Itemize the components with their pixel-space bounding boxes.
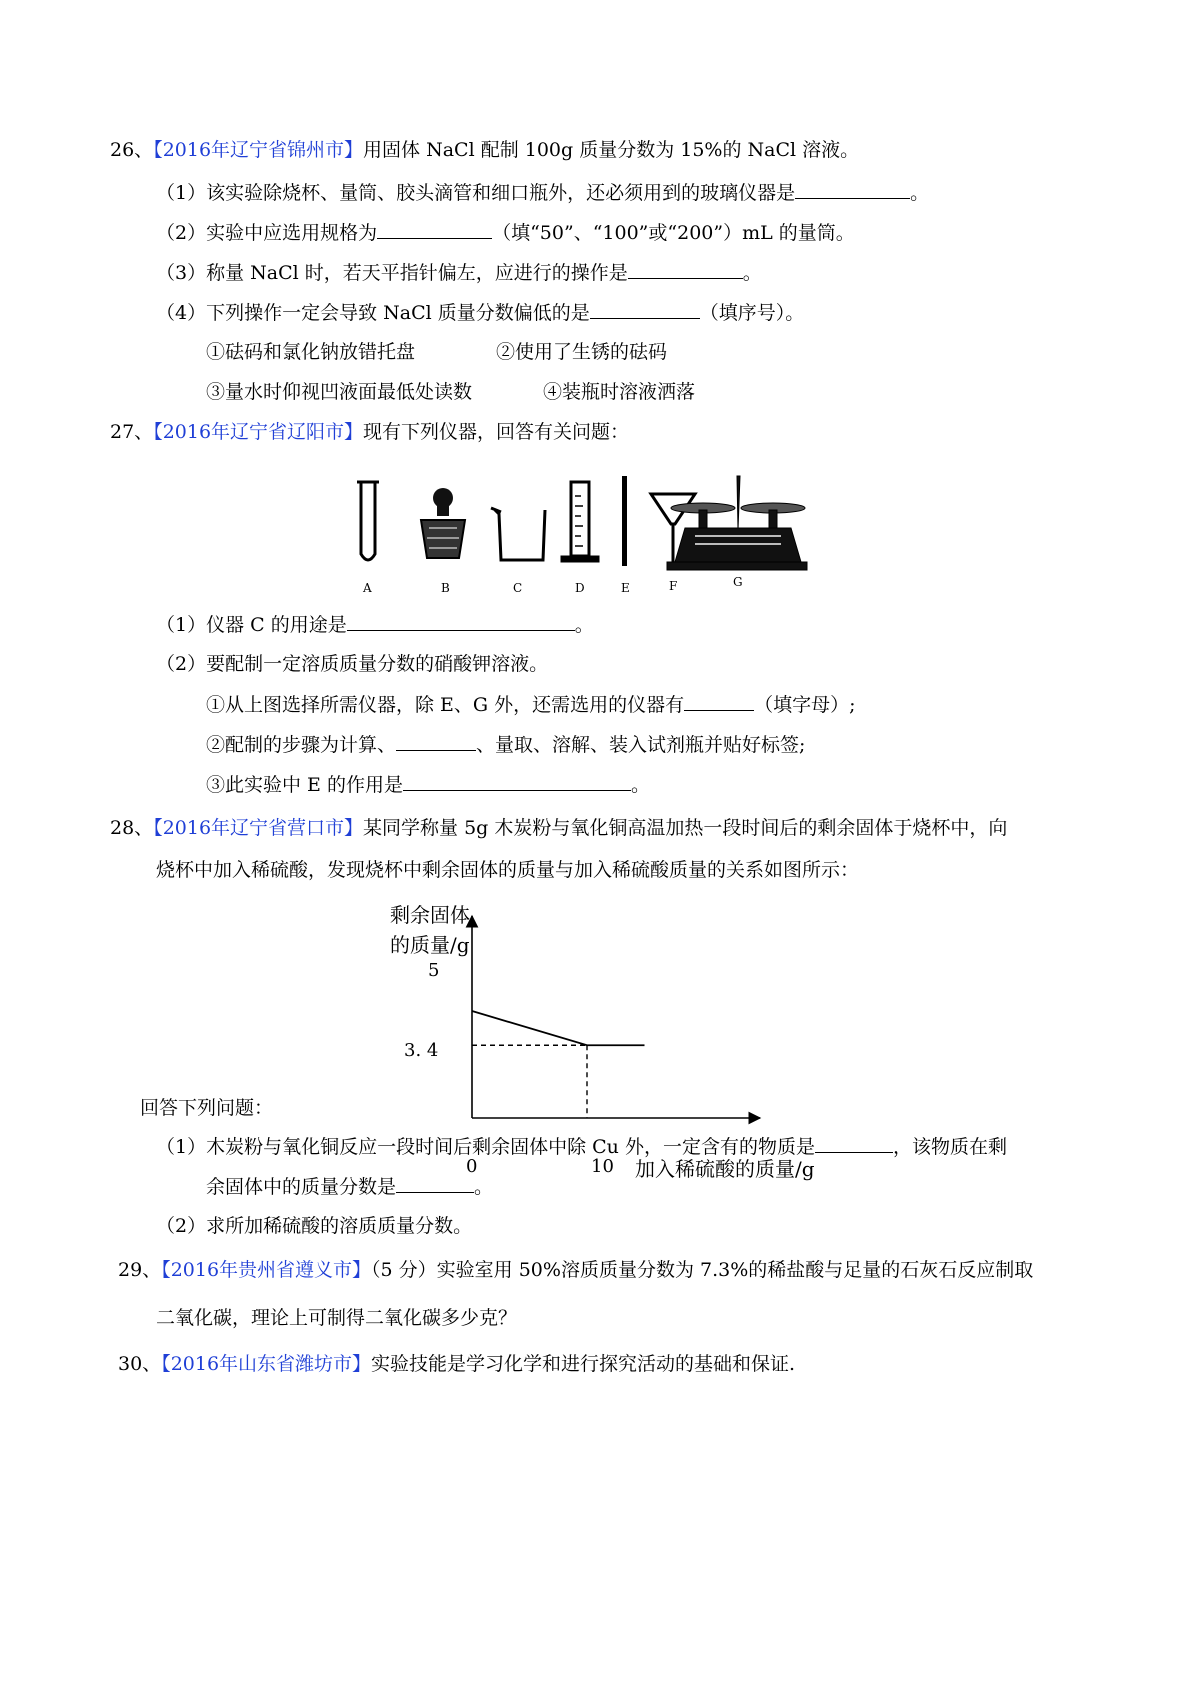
q27-part1-end: 。 — [574, 614, 594, 636]
q28-part1-blank-1[interactable] — [815, 1132, 893, 1153]
q26-part1 — [156, 178, 929, 207]
beaker-icon — [491, 508, 545, 560]
series-line — [472, 1011, 645, 1045]
label-a: A — [363, 581, 372, 595]
q28-part1-end: 。 — [474, 1176, 494, 1198]
q27-sub1-text: ①从上图选择所需仪器，除 E、G 外，还需选用的仪器有 — [206, 694, 685, 716]
q26-heading — [110, 136, 859, 164]
q27-heading — [110, 418, 629, 446]
q27-sub3-blank[interactable] — [403, 770, 631, 791]
q26-part3-text: （3）称量 NaCl 时，若天平指针偏左，应进行的操作是 — [156, 262, 628, 284]
q27-sub3-end: 。 — [630, 774, 650, 796]
q27-sub2 — [206, 730, 805, 759]
q30-number: 30、 — [118, 1353, 162, 1375]
q28-part2: （2）求所加稀硫酸的溶质质量分数。 — [156, 1215, 473, 1237]
q29-stem-2: 二氧化碳，理论上可制得二氧化碳多少克？ — [156, 1307, 518, 1329]
glass-rod-icon — [622, 476, 627, 566]
q26-part2-blank[interactable] — [377, 218, 492, 239]
q26-part1-text: （1）该实验除烧杯、量筒、胶头滴管和细口瓶外，还必须用到的玻璃仪器是 — [156, 182, 796, 204]
q26-part3 — [156, 258, 762, 287]
q28-part1-text: （1）木炭粉与氧化铜反应一段时间后剩余固体中除 Cu 外，一定含有的物质是 — [156, 1136, 815, 1158]
graduated-cylinder-icon — [561, 482, 599, 562]
q29-number: 29、 — [118, 1259, 162, 1281]
q30-stem: 实验技能是学习化学和进行探究活动的基础和保证. — [371, 1353, 796, 1375]
q28-part1 — [156, 1132, 1007, 1161]
q28-answer-intro: 回答下列问题： — [140, 1097, 274, 1119]
q30-heading — [118, 1350, 795, 1378]
q30-source: 【2016年山东省潍坊市】 — [161, 1353, 372, 1375]
q29-stem-1: （5 分）实验室用 50%溶质质量分数为 7.3%的稀盐酸与足量的石灰石反应制取 — [371, 1259, 1034, 1281]
q27-part1 — [156, 610, 594, 639]
q27-sub2-blank[interactable] — [396, 730, 476, 751]
y-tick-3-4: 3. 4 — [404, 1040, 439, 1061]
q27-sub3-text: ③此实验中 E 的作用是 — [206, 774, 403, 796]
q26-part2-end: （填“50”、“100”或“200”）mL 的量筒。 — [492, 222, 855, 244]
y-axis-label-1: 剩余固体 — [390, 903, 470, 927]
q27-sub1 — [206, 690, 856, 719]
q28-part1-blank-2[interactable] — [396, 1172, 474, 1193]
q27-number: 27、 — [110, 421, 154, 443]
test-tube-icon — [357, 482, 379, 560]
q26-part2 — [156, 218, 855, 247]
q26-number: 26、 — [110, 139, 154, 161]
alcohol-lamp-icon — [421, 488, 465, 558]
q26-option-3: ③量水时仰视凹液面最低处读数 — [206, 381, 473, 403]
apparatus-figure — [355, 472, 855, 598]
x-tick-10: 10 — [591, 1156, 614, 1177]
q27-part2: （2）要配制一定溶质质量分数的硝酸钾溶液。 — [156, 653, 549, 675]
q28-number: 28、 — [110, 817, 154, 839]
q26-part3-blank[interactable] — [628, 258, 743, 279]
balance-scale-icon — [667, 476, 807, 570]
q27-source: 【2016年辽宁省辽阳市】 — [153, 421, 364, 443]
q26-stem: 用固体 NaCl 配制 100g 质量分数为 15%的 NaCl 溶液。 — [363, 139, 860, 161]
q26-part3-end: 。 — [742, 262, 762, 284]
q26-part4-blank[interactable] — [590, 298, 700, 319]
q26-part4-end: （填序号）。 — [699, 302, 805, 324]
label-d: D — [575, 581, 585, 595]
q26-source: 【2016年辽宁省锦州市】 — [153, 139, 364, 161]
origin-label: 0 — [466, 1156, 478, 1177]
q28-stem-2: 烧杯中加入稀硫酸，发现烧杯中剩余固体的质量与加入稀硫酸质量的关系如图所示： — [156, 859, 860, 881]
q29-source: 【2016年贵州省遵义市】 — [161, 1259, 372, 1281]
q26-part1-end: 。 — [910, 182, 930, 204]
q26-option-2: ②使用了生锈的砝码 — [496, 341, 668, 363]
y-tick-5: 5 — [428, 960, 440, 981]
q28-source: 【2016年辽宁省营口市】 — [153, 817, 364, 839]
q26-option-4: ④装瓶时溶液洒落 — [543, 381, 696, 403]
q27-part1-blank[interactable] — [347, 610, 575, 631]
q27-sub2-end: 、量取、溶解、装入试剂瓶并贴好标签; — [476, 734, 806, 756]
label-c: C — [513, 581, 523, 595]
q28-heading — [110, 814, 1007, 842]
q29-heading — [118, 1256, 1033, 1284]
q28-part1-cont — [206, 1172, 493, 1201]
q26-part4-text: （4）下列操作一定会导致 NaCl 质量分数偏低的是 — [156, 302, 590, 324]
y-axis-label-2: 的质量/g — [390, 933, 470, 957]
q27-part1-text: （1）仪器 C 的用途是 — [156, 614, 347, 636]
q27-stem: 现有下列仪器，回答有关问题： — [363, 421, 630, 443]
q28-stem-1: 某同学称量 5g 木炭粉与氧化铜高温加热一段时间后的剩余固体于烧杯中，向 — [363, 817, 1008, 839]
label-f: F — [669, 579, 678, 593]
q28-part1-mid: ，该物质在剩 — [892, 1136, 1007, 1158]
q27-sub3 — [206, 770, 650, 799]
q27-sub2-text: ②配制的步骤为计算、 — [206, 734, 397, 756]
q26-part1-blank[interactable] — [795, 178, 910, 199]
q26-part2-text: （2）实验中应选用规格为 — [156, 222, 378, 244]
label-b: B — [441, 581, 450, 595]
label-e: E — [621, 581, 630, 595]
q26-part4 — [156, 298, 804, 327]
q27-sub1-blank[interactable] — [684, 690, 754, 711]
q28-part1-cont-text: 余固体中的质量分数是 — [206, 1176, 397, 1198]
q27-sub1-end: （填字母）; — [754, 694, 856, 716]
q26-option-1: ①砝码和氯化钠放错托盘 — [206, 341, 416, 363]
x-axis-label: 加入稀硫酸的质量/g — [635, 1157, 815, 1181]
label-g: G — [733, 575, 743, 589]
